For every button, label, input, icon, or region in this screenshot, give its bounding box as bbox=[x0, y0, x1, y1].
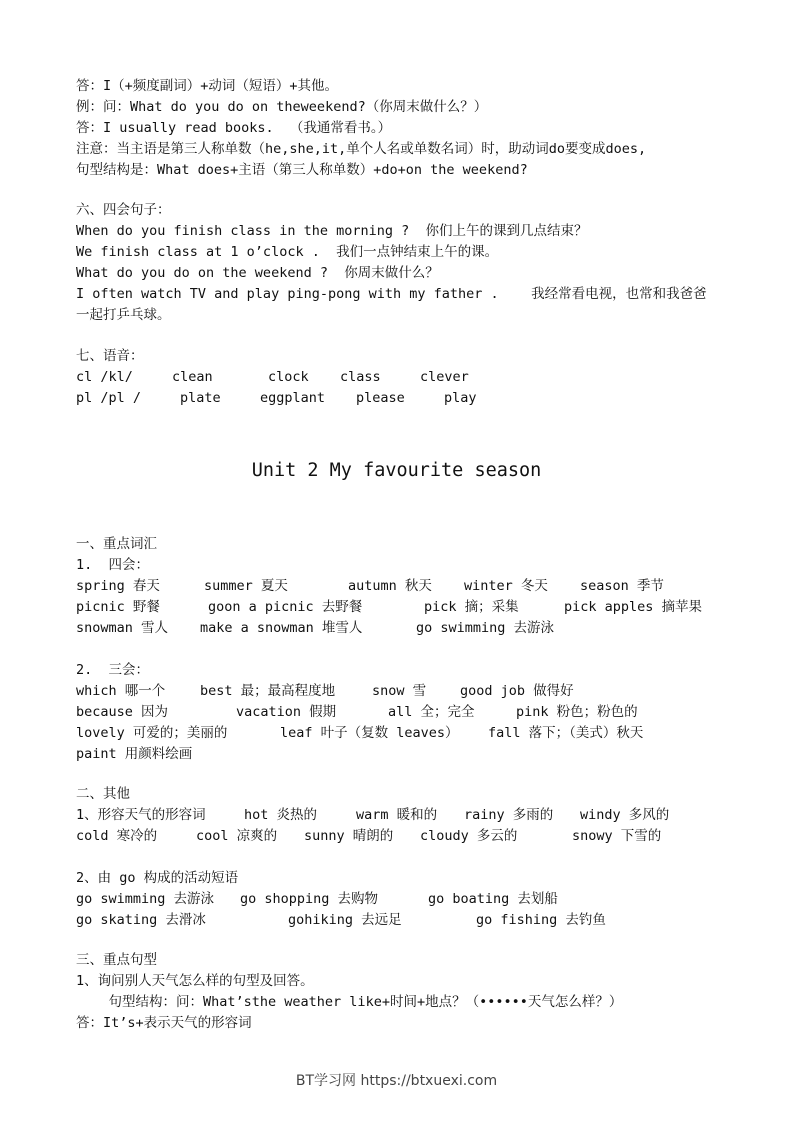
vocab-item: because 因为 bbox=[76, 704, 169, 720]
others-section bbox=[76, 784, 736, 931]
text-line: 句型结构：问：What’sthe weather like+时间+地点？（••••••天气怎么样？） bbox=[76, 994, 623, 1010]
vocab-row bbox=[76, 702, 736, 723]
vocab-item: season 季节 bbox=[580, 578, 664, 594]
vocab-item: go swimming 去游泳 bbox=[76, 891, 215, 907]
phonics-word: clean bbox=[172, 369, 213, 385]
vocab-row bbox=[76, 744, 736, 765]
vocab-item: winter 冬天 bbox=[464, 578, 548, 594]
vocab-item: good job 做得好 bbox=[460, 683, 574, 699]
phonics-word: plate bbox=[180, 390, 221, 406]
section-heading: 三、重点句型 bbox=[76, 952, 157, 968]
vocab-item: go fishing 去钓鱼 bbox=[476, 912, 606, 928]
vocab-item: pick 摘；采集 bbox=[424, 599, 519, 615]
vocab-row bbox=[76, 910, 736, 931]
text-line: 答：I（+频度副词）+动词（短语）+其他。 bbox=[76, 78, 339, 94]
vocab-item: paint 用颜料绘画 bbox=[76, 746, 193, 762]
phonics-word: clever bbox=[420, 369, 469, 385]
vocab-item: gohiking 去远足 bbox=[288, 912, 402, 928]
section-heading: 二、其他 bbox=[76, 786, 130, 802]
vocab-item: cold 寒冷的 bbox=[76, 828, 158, 844]
phonics-row bbox=[76, 388, 736, 409]
text-line: 例：问：What do you do on theweekend?（你周末做什么？） bbox=[76, 99, 488, 115]
key-sentence-patterns-section bbox=[76, 950, 736, 1034]
vocab-item: vacation 假期 bbox=[236, 704, 337, 720]
key-vocabulary-section bbox=[76, 534, 736, 765]
site-footer: BT学习网 https://btxuexi.com bbox=[295, 1073, 498, 1089]
vocab-item: leaf 叶子（复数 leaves） bbox=[280, 725, 459, 741]
vocab-item: windy 多风的 bbox=[580, 807, 670, 823]
sentence-line: We finish class at 1 o’clock . 我们一点钟结束上午的课。 bbox=[76, 244, 499, 260]
subsection-heading: 2、由 go 构成的活动短语 bbox=[76, 870, 239, 886]
vocab-item: snowy 下雪的 bbox=[572, 828, 662, 844]
sentence-line: 一起打乒乓球。 bbox=[76, 307, 171, 323]
vocab-item: spring 春天 bbox=[76, 578, 160, 594]
vocab-item: summer 夏天 bbox=[204, 578, 288, 594]
text-line: 答：I usually read books. （我通常看书。） bbox=[76, 120, 392, 136]
subsection-heading: 1. 四会： bbox=[76, 557, 150, 573]
vocab-row bbox=[76, 889, 736, 910]
vocab-row bbox=[76, 826, 736, 847]
phonics-word: eggplant bbox=[260, 390, 326, 406]
vocab-item: snow 雪 bbox=[372, 683, 427, 699]
vocab-item: all 全；完全 bbox=[388, 704, 475, 720]
section-heading: 一、重点词汇 bbox=[76, 536, 157, 552]
vocab-item: go swimming 去游泳 bbox=[416, 620, 555, 636]
phonics-section bbox=[76, 346, 736, 409]
vocab-item: go boating 去划船 bbox=[428, 891, 558, 907]
vocab-item: hot 炎热的 bbox=[244, 807, 318, 823]
vocab-item: picnic 野餐 bbox=[76, 599, 160, 615]
unit-title: Unit 2 My favourite season bbox=[251, 460, 542, 481]
text-line: 1、询问别人天气怎么样的句型及回答。 bbox=[76, 973, 314, 989]
vocab-item: warm 暖和的 bbox=[356, 807, 438, 823]
four-skill-sentences-section bbox=[76, 200, 736, 326]
phonics-word: clock bbox=[268, 369, 309, 385]
vocab-item: go skating 去滑冰 bbox=[76, 912, 206, 928]
vocab-item: goon a picnic 去野餐 bbox=[208, 599, 363, 615]
vocab-row bbox=[76, 681, 736, 702]
vocab-row bbox=[76, 597, 736, 618]
vocab-item: sunny 晴朗的 bbox=[304, 828, 394, 844]
vocab-item: rainy 多雨的 bbox=[464, 807, 554, 823]
vocab-item: make a snowman 堆雪人 bbox=[200, 620, 363, 636]
subsection-heading: 2. 三会： bbox=[76, 662, 150, 678]
vocab-item: go shopping 去购物 bbox=[240, 891, 379, 907]
section-heading: 七、语音： bbox=[76, 348, 144, 364]
answer-pattern-section bbox=[76, 76, 736, 181]
sentence-line: What do you do on the weekend ? 你周末做什么？ bbox=[76, 265, 439, 281]
phonics-row bbox=[76, 367, 736, 388]
vocab-row bbox=[76, 618, 736, 639]
text-line: 答：It’s+表示天气的形容词 bbox=[76, 1015, 252, 1031]
phonics-word: play bbox=[444, 390, 477, 406]
sentence-line: When do you finish class in the morning ? 你们上午的课到几点结束？ bbox=[76, 223, 588, 239]
vocab-item: best 最；最高程度地 bbox=[200, 683, 336, 699]
phonics-word: class bbox=[340, 369, 381, 385]
vocab-item: cloudy 多云的 bbox=[420, 828, 518, 844]
vocab-item: lovely 可爱的；美丽的 bbox=[76, 725, 228, 741]
vocab-item: fall 落下；（美式）秋天 bbox=[488, 725, 644, 741]
phonics-sound: cl /kl/ bbox=[76, 369, 133, 385]
vocab-row bbox=[76, 576, 736, 597]
text-line: 句型结构是：What does+主语（第三人称单数）+do+on the weekend? bbox=[76, 162, 528, 178]
section-heading: 六、四会句子： bbox=[76, 202, 171, 218]
vocab-item: pick apples 摘苹果 bbox=[564, 599, 703, 615]
phonics-sound: pl /pl / bbox=[76, 390, 142, 406]
vocab-item: pink 粉色；粉色的 bbox=[516, 704, 638, 720]
vocab-row bbox=[76, 805, 736, 826]
vocab-row bbox=[76, 723, 736, 744]
vocab-item: snowman 雪人 bbox=[76, 620, 169, 636]
sentence-line: I often watch TV and play ping-pong with my father . 我经常看电视，也常和我爸爸 bbox=[76, 286, 707, 302]
vocab-item: cool 凉爽的 bbox=[196, 828, 278, 844]
vocab-item: autumn 秋天 bbox=[348, 578, 432, 594]
vocab-item: which 哪一个 bbox=[76, 683, 166, 699]
phonics-word: please bbox=[356, 390, 405, 406]
subsection-heading: 1、形容天气的形容词 bbox=[76, 807, 206, 823]
text-line: 注意：当主语是第三人称单数（he,she,it,单个人名或单数名词）时，助动词do要变成does, bbox=[76, 141, 647, 157]
